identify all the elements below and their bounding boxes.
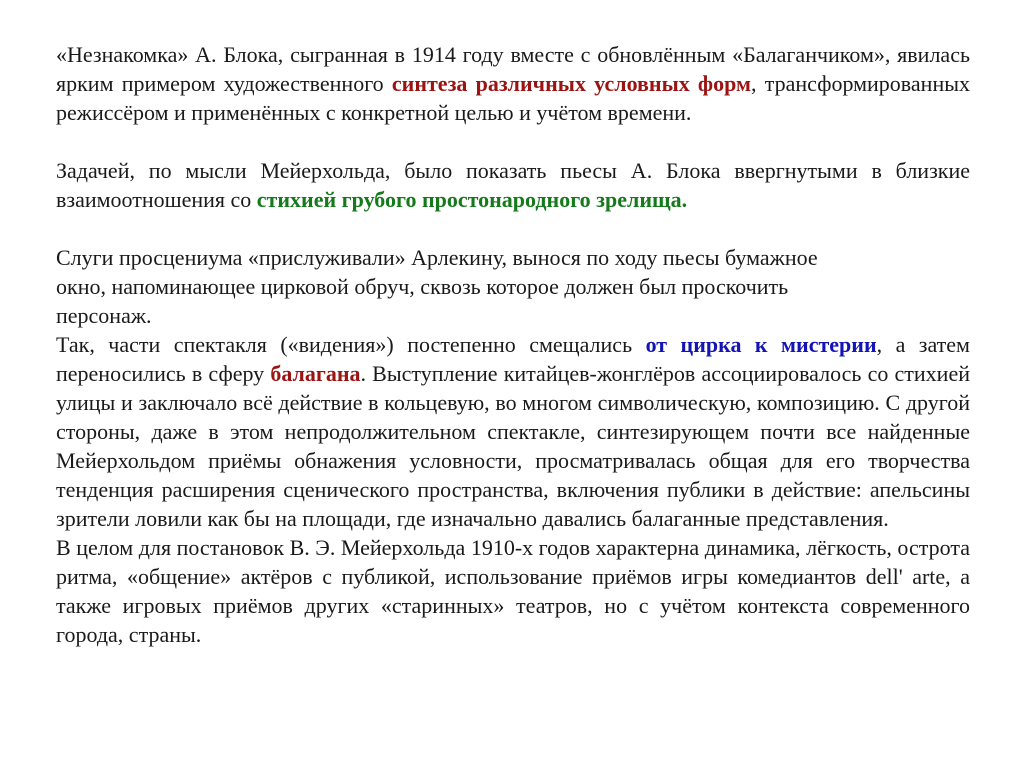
paragraph-performance-parts (56, 330, 970, 533)
paragraph-spacer (56, 127, 970, 156)
paragraph-text: , трансформированных режиссёром и применённых с конкретной целью и учётом времени. (56, 71, 970, 125)
paragraph-text: , а затем переносились в сферу (56, 332, 970, 386)
slide-content (56, 40, 970, 649)
paragraph-line: Слуги просцениума «прислуживали» Арлекину, вынося по ходу пьесы бумажное (56, 245, 818, 270)
highlight-balagan: балагана (270, 361, 361, 386)
paragraph-line: окно, напоминающее цирковой обруч, сквозь которое должен был проскочить (56, 274, 789, 299)
paragraph-text: . Выступление китайцев-жонглёров ассоциировалось со стихией улицы и заключало всё действие в кольцевую, во многом символическую, композицию. С другой стороны, даже в этом непродолжительном спектакле, синтезирующем почти все найденные Мейерхольдом приёмы обнажения условности, просматривалась общая для его творчества тенденция расширения сценического пространства, включения публики в действие: апельсины зрители ловили как бы на площади, где изначально давались балаганные представления. (56, 361, 970, 531)
paragraph-text: Задачей, по мысли Мейерхольда, было показать пьесы А. Блока ввергнутыми в близкие взаимоотношения со (56, 158, 970, 212)
paragraph-task (56, 156, 970, 214)
paragraph-text: «Незнакомка» А. Блока, сыгранная в 1914 году вместе с обновлённым «Балаганчиком», явилась ярким примером художественного (56, 42, 970, 96)
paragraph-text: В целом для постановок В. Э. Мейерхольда 1910-х годов характерна динамика, лёгкость, острота ритма, «общение» актёров с публикой, использование приёмов игры комедиантов dell' arte, а также игровых приёмов других «старинных» театров, но с учётом контекста современного города, страны. (56, 535, 970, 647)
paragraph-proscenium-servants (56, 243, 970, 330)
paragraph-conclusion (56, 533, 970, 649)
paragraph-text: Так, части спектакля («видения») постепенно смещались (56, 332, 646, 357)
paragraph-line: персонаж. (56, 303, 152, 328)
highlight-circus-to-mystery: от цирка к мистерии (645, 332, 877, 357)
paragraph-neznakomka (56, 40, 970, 127)
highlight-synthesis: синтеза различных условных форм (391, 71, 752, 96)
paragraph-spacer (56, 214, 970, 243)
highlight-folk-spectacle: стихией грубого простонародного зрелища. (256, 187, 688, 212)
